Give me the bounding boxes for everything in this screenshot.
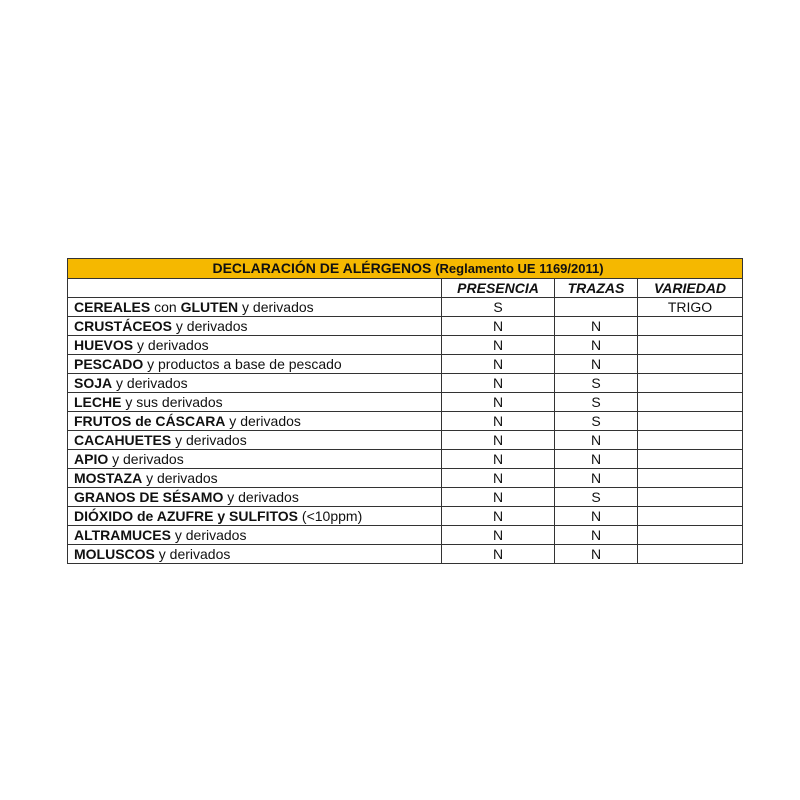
variedad-value [638,507,743,526]
allergen-name: APIO [74,451,109,467]
table-row [68,393,743,412]
allergen-name: CRUSTÁCEOS [74,318,173,334]
table-row [68,317,743,336]
column-header-row [68,279,743,298]
allergen-name-suffix: y derivados [223,489,299,505]
allergen-name: DIÓXIDO de AZUFRE y SULFITOS [74,508,299,524]
trazas-value: S [555,488,638,507]
table-row [68,374,743,393]
allergen-name: CACAHUETES [74,432,172,448]
allergen-name-suffix: y sus derivados [121,394,223,410]
trazas-value: N [555,317,638,336]
allergen-name-cell [68,355,442,374]
allergen-name-cell [68,545,442,564]
variedad-value [638,374,743,393]
column-header-name [68,279,442,298]
presencia-value: N [442,412,555,431]
variedad-value [638,336,743,355]
trazas-value: N [555,507,638,526]
variedad-value [638,431,743,450]
variedad-value [638,412,743,431]
allergen-name-suffix: y derivados [171,432,247,448]
presencia-value: N [442,393,555,412]
allergen-name-suffix: y derivados [108,451,184,467]
table-row [68,412,743,431]
variedad-value [638,545,743,564]
allergen-name-suffix: y derivados [172,318,248,334]
allergen-name-cell [68,450,442,469]
allergen-name: MOLUSCOS [74,546,155,562]
variedad-value: TRIGO [638,298,743,317]
allergen-name: LECHE [74,394,122,410]
allergen-name-suffix: y derivados [133,337,209,353]
trazas-value: N [555,355,638,374]
table-row [68,545,743,564]
allergen-name-suffix: (<10ppm) [298,508,363,524]
allergen-name-suffix: y derivados [154,546,231,562]
presencia-value: N [442,507,555,526]
allergen-name: GRANOS DE SÉSAMO [74,489,224,505]
column-header-variedad: VARIEDAD [638,279,743,298]
allergen-name-cell [68,507,442,526]
trazas-value: S [555,412,638,431]
trazas-value [555,298,638,317]
presencia-value: N [442,545,555,564]
trazas-value: N [555,526,638,545]
allergen-name-suffix: y derivados [225,413,301,429]
presencia-value: N [442,374,555,393]
presencia-value: N [442,431,555,450]
presencia-value: N [442,469,555,488]
allergen-name: CEREALES [74,299,151,315]
trazas-value: N [555,450,638,469]
table-row [68,336,743,355]
allergen-name-cell [68,469,442,488]
presencia-value: S [442,298,555,317]
table-row [68,450,743,469]
allergen-name-suffix: y productos a base de pescado [143,356,342,372]
trazas-value: N [555,336,638,355]
allergen-name-cell [68,317,442,336]
variedad-value [638,526,743,545]
variedad-value [638,488,743,507]
table-row [68,298,743,317]
table-title-note: (Reglamento UE 1169/2011) [435,261,604,276]
table-row [68,355,743,374]
allergen-rows [68,298,743,564]
table-row [68,507,743,526]
column-header-trazas: TRAZAS [555,279,638,298]
trazas-value: N [555,469,638,488]
allergen-name-cell [68,526,442,545]
presencia-value: N [442,336,555,355]
presencia-value: N [442,450,555,469]
trazas-value: N [555,545,638,564]
presencia-value: N [442,355,555,374]
presencia-value: N [442,317,555,336]
table-title-row [68,259,743,279]
variedad-value [638,317,743,336]
allergen-name-cell [68,488,442,507]
variedad-value [638,393,743,412]
allergen-name-second-suffix: y derivados [238,299,314,315]
allergen-name-second: GLUTEN [180,299,239,315]
allergen-name: FRUTOS de CÁSCARA [74,413,226,429]
table-title-main: DECLARACIÓN DE ALÉRGENOS [212,260,432,276]
table-row [68,526,743,545]
table-row [68,431,743,450]
variedad-value [638,469,743,488]
allergen-name-cell [68,431,442,450]
table-row [68,469,743,488]
trazas-value: S [555,374,638,393]
presencia-value: N [442,488,555,507]
allergen-name-suffix: y derivados [112,375,188,391]
allergen-name-cell [68,393,442,412]
allergen-declaration-table [67,258,743,564]
trazas-value: S [555,393,638,412]
table-title [68,259,743,279]
allergen-name-suffix: con [150,299,181,315]
allergen-name-cell [68,336,442,355]
allergen-name-cell [68,374,442,393]
trazas-value: N [555,431,638,450]
variedad-value [638,450,743,469]
column-header-presencia: PRESENCIA [442,279,555,298]
allergen-name: ALTRAMUCES [74,527,171,543]
allergen-name-suffix: y derivados [170,527,247,543]
allergen-name-cell [68,298,442,317]
allergen-name: MOSTAZA [74,470,143,486]
allergen-name: SOJA [74,375,113,391]
allergen-name: PESCADO [74,356,144,372]
presencia-value: N [442,526,555,545]
allergen-name-cell [68,412,442,431]
variedad-value [638,355,743,374]
table-row [68,488,743,507]
allergen-name-suffix: y derivados [142,470,218,486]
allergen-name: HUEVOS [74,337,134,353]
